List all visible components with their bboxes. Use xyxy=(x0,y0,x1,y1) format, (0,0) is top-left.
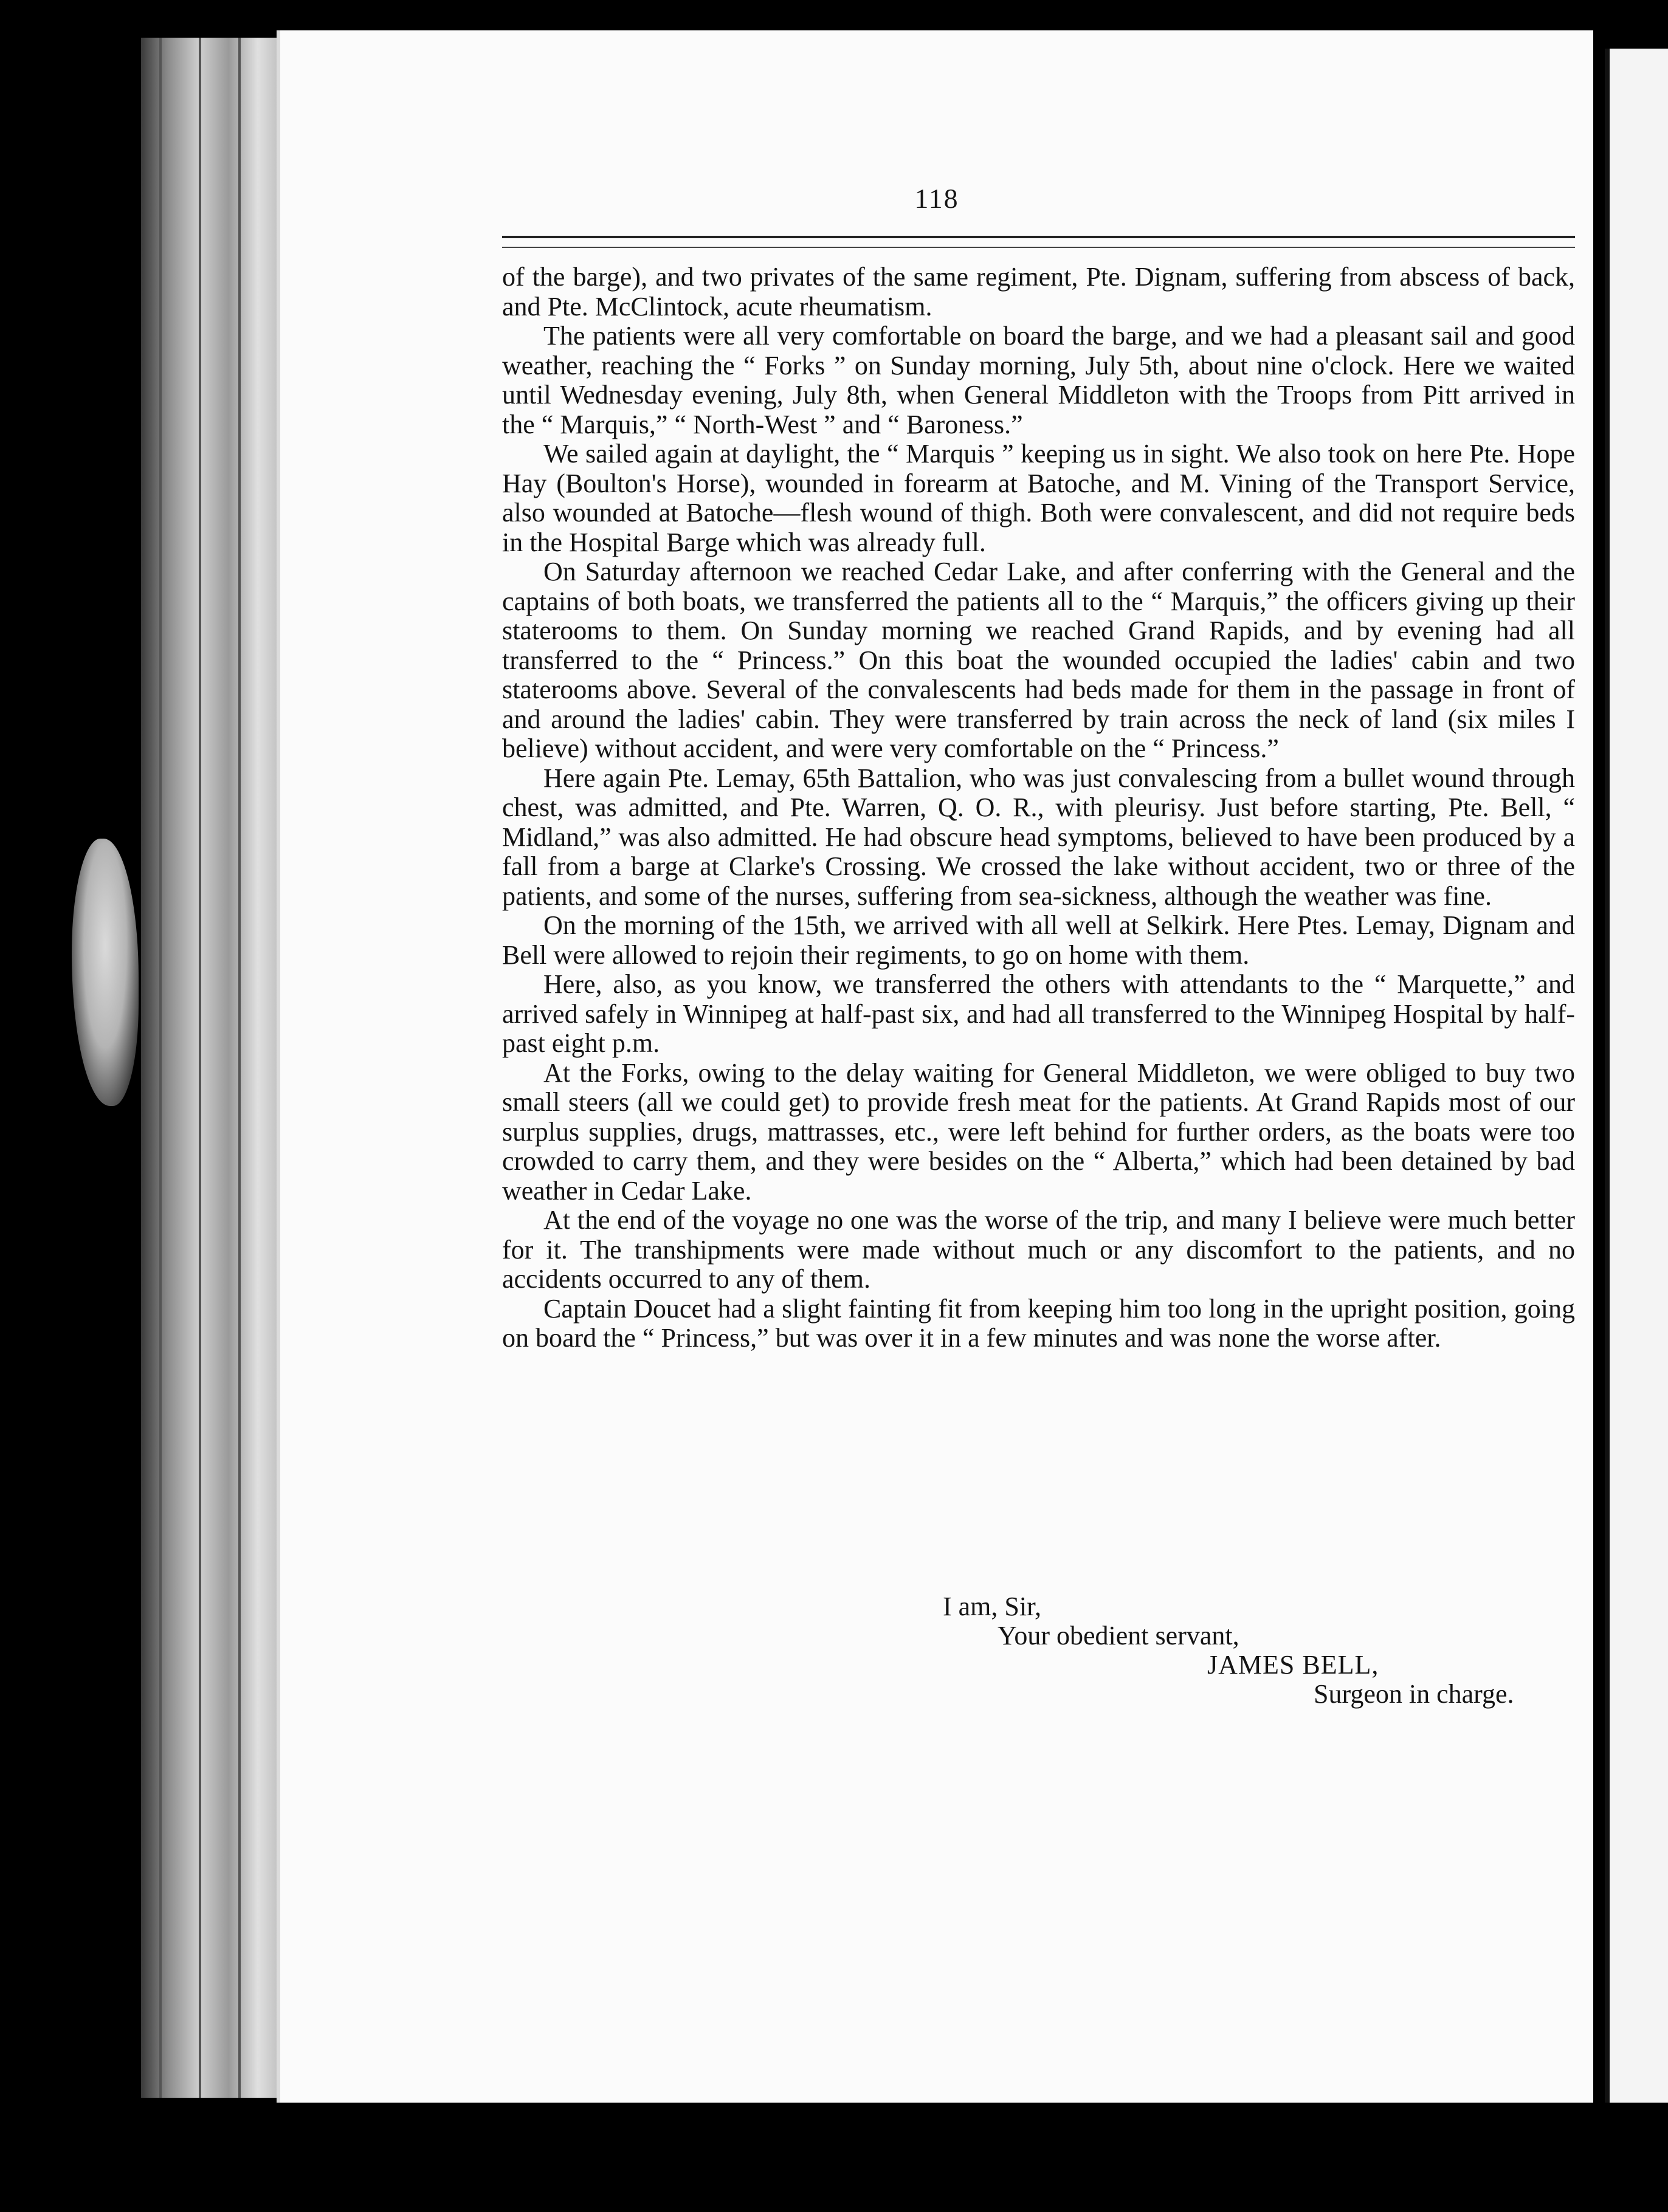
page-edge-line xyxy=(199,38,201,2098)
paragraph: of the barge), and two privates of the same regiment, Pte. Dignam, suffering from abscess of back, and Pte. McClintock, acute rheumatism. xyxy=(502,262,1575,321)
signature-title: Surgeon in charge. xyxy=(1314,1679,1514,1709)
closing-valediction: Your obedient servant, xyxy=(998,1621,1239,1650)
paragraph: On Saturday afternoon we reached Cedar Lake, and after conferring with the General and the captains of both boats, we transferred the patients all to the “ Marquis,” the officers giving up their staterooms to them. On Sunday morning we reached Grand Rapids, and by evening had all transferred to the “ Princess.” On this boat the wounded occupied the ladies' cabin and two staterooms above. Several of the convalescents had beds made for them in the passage in front of and around the ladies' cabin. They were transferred by train across the neck of land (six miles I believe) without accident, and were very comfortable on the “ Princess.” xyxy=(502,557,1575,763)
closing-salutation: I am, Sir, xyxy=(943,1592,1041,1621)
paragraph: On the morning of the 15th, we arrived with all well at Selkirk. Here Ptes. Lemay, Dignam and Bell were allowed to rejoin their regiments, to go on home with them. xyxy=(502,910,1575,970)
adjacent-page-edge xyxy=(1605,49,1668,2103)
page-number: 118 xyxy=(914,183,959,214)
document-page xyxy=(277,30,1593,2103)
signature-name: JAMES BELL, xyxy=(1207,1650,1379,1680)
header-rule xyxy=(502,236,1575,248)
binding-smudge xyxy=(72,839,139,1106)
page-edge-line xyxy=(159,38,162,2098)
paragraph: The patients were all very comfortable on board the barge, and we had a pleasant sail and good weather, reaching the “ Forks ” on Sunday morning, July 5th, about nine o'clock. Here we waited until Wednesday evening, July 8th, when General Middleton with the Troops from Pitt arrived in the “ Marquis,” “ North-West ” and “ Baroness.” xyxy=(502,321,1575,439)
page-edge-stack xyxy=(141,38,287,2098)
letter-closing xyxy=(502,1592,1575,1709)
paragraph: Captain Doucet had a slight fainting fit from keeping him too long in the upright position, going on board the “ Princess,” but was over it in a few minutes and was none the worse after. xyxy=(502,1293,1575,1353)
paragraph: At the Forks, owing to the delay waiting for General Middleton, we were obliged to buy two small steers (all we could get) to provide fresh meat for the patients. At Grand Rapids most of our surplus supplies, drugs, mattrasses, etc., were left behind for further orders, as the boats were too crowded to carry them, and they were besides on the “ Alberta,” which had been detained by bad weather in Cedar Lake. xyxy=(502,1057,1575,1206)
page-edge-line xyxy=(238,38,241,2098)
paragraph: Here, also, as you know, we transferred the others with attendants to the “ Marquette,” and arrived safely in Winnipeg at half-past six, and had all transferred to the Winnipeg Hospital by half-past eight p.m. xyxy=(502,969,1575,1058)
paragraph: At the end of the voyage no one was the worse of the trip, and many I believe were much better for it. The transhipments were made without much or any discomfort to the patients, and no accidents occurred to any of them. xyxy=(502,1205,1575,1294)
body-text xyxy=(502,263,1575,1353)
paragraph: We sailed again at daylight, the “ Marquis ” keeping us in sight. We also took on here Pte. Hope Hay (Boulton's Horse), wounded in forearm at Batoche, and M. Vining of the Transport Service, also wounded at Batoche—flesh wound of thigh. Both were convalescent, and did not require beds in the Hospital Barge which was already full. xyxy=(502,439,1575,557)
paragraph: Here again Pte. Lemay, 65th Battalion, who was just convalescing from a bullet wound through chest, was admitted, and Pte. Warren, Q. O. R., with pleurisy. Just before starting, Pte. Bell, “ Midland,” was also admitted. He had obscure head symptoms, believed to have been produced by a fall from a barge at Clarke's Crossing. We crossed the lake without accident, two or three of the patients, and some of the nurses, suffering from sea-sickness, although the weather was fine. xyxy=(502,763,1575,911)
